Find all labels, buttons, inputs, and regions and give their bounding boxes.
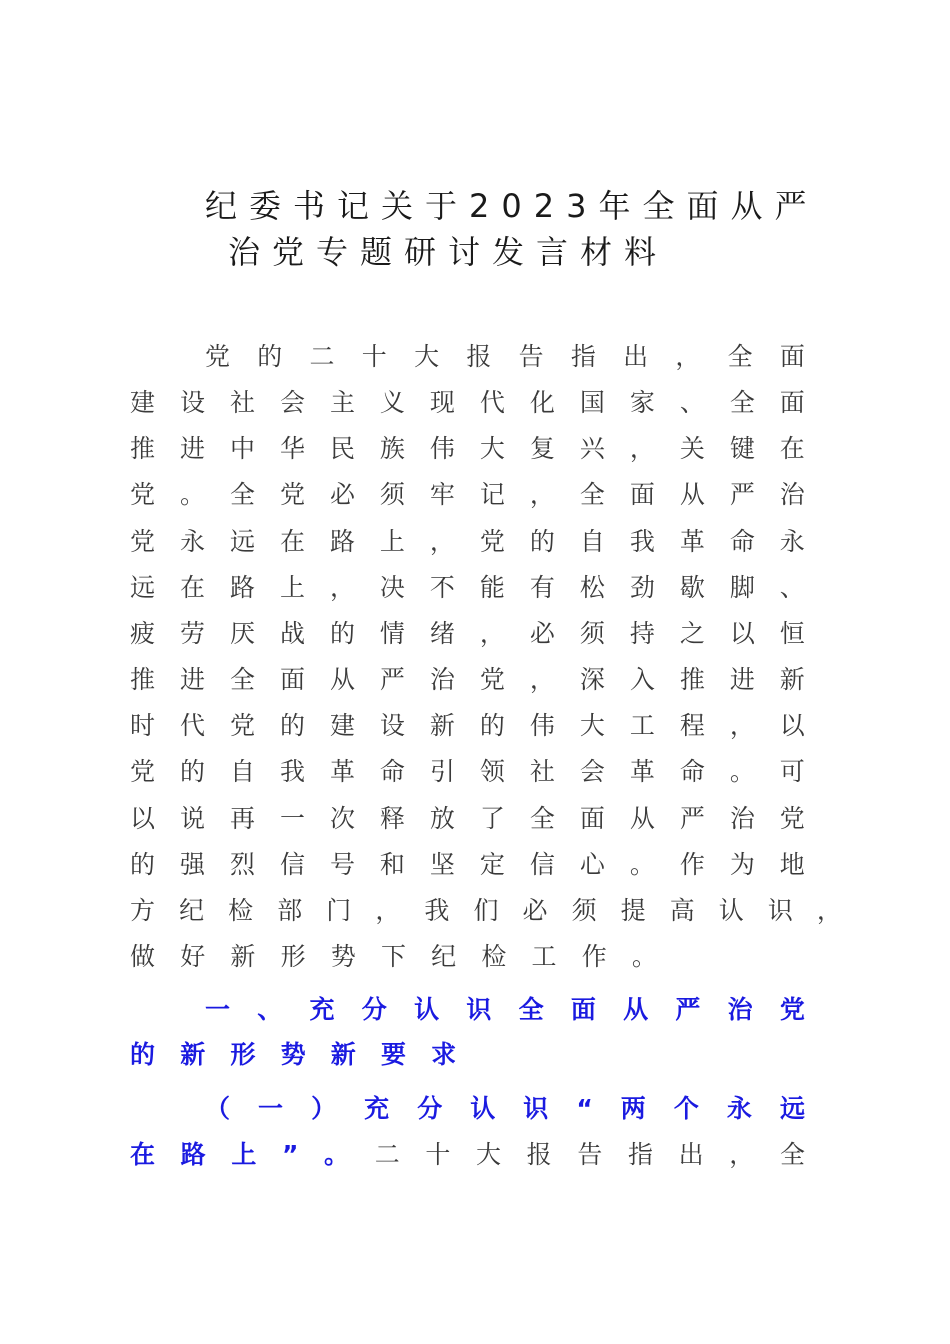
- text-char: 国: [579, 388, 605, 418]
- text-char: ，: [429, 526, 455, 556]
- text-char: 自: [579, 526, 605, 556]
- text-char: 面: [570, 995, 596, 1024]
- text-char: 检: [481, 941, 507, 971]
- text-char: 建: [329, 711, 355, 741]
- text-char: 报: [526, 1140, 552, 1169]
- text-char: 命: [679, 757, 705, 787]
- text-char: 认: [470, 1094, 496, 1123]
- body-line: [130, 660, 805, 700]
- text-char: 大: [579, 711, 605, 741]
- text-char: 全: [229, 480, 255, 510]
- text-char: 再: [229, 803, 255, 833]
- text-char: 恒: [779, 618, 805, 648]
- text-char: 社: [229, 388, 255, 418]
- text-char: ，: [529, 665, 555, 695]
- subsection-body-line: [130, 1135, 805, 1175]
- text-char: 在: [279, 526, 305, 556]
- text-char: 次: [329, 803, 355, 833]
- text-char: 中: [229, 434, 255, 464]
- body-line: [130, 706, 805, 746]
- text-char: 心: [579, 849, 605, 879]
- text-char: 新: [230, 941, 256, 971]
- text-char: 时: [130, 711, 156, 741]
- text-char: 治: [729, 803, 755, 833]
- text-char: 上: [231, 1140, 257, 1169]
- text-char: 劲: [629, 572, 655, 602]
- text-char: 在: [779, 434, 805, 464]
- text-char: 进: [179, 665, 205, 695]
- text-char: 须: [579, 618, 605, 648]
- text-char: 须: [379, 480, 405, 510]
- text-char: 分: [361, 995, 387, 1024]
- text-char: 深: [579, 665, 605, 695]
- text-char: 一: [279, 803, 305, 833]
- text-char: 有: [529, 572, 555, 602]
- text-char: （: [205, 1094, 231, 1123]
- text-char: 识: [523, 1094, 549, 1123]
- text-char: 脚: [729, 572, 755, 602]
- text-char: 从: [623, 995, 649, 1024]
- text-char: 。: [729, 757, 755, 787]
- text-char: 作: [679, 849, 705, 879]
- text-char: 提: [620, 895, 646, 925]
- text-char: 在: [130, 1140, 156, 1169]
- text-char: 党: [279, 480, 305, 510]
- text-char: 全: [229, 665, 255, 695]
- text-char: 工: [531, 941, 557, 971]
- text-char: 做: [130, 941, 156, 971]
- text-char: “: [576, 1094, 593, 1123]
- text-char: 入: [629, 665, 655, 695]
- text-char: 引: [429, 757, 455, 787]
- text-char: 释: [379, 803, 405, 833]
- text-char: 劳: [179, 618, 205, 648]
- text-char: 兴: [579, 434, 605, 464]
- text-char: 的: [257, 342, 283, 371]
- text-char: 信: [529, 849, 555, 879]
- text-char: 求: [431, 1040, 457, 1069]
- text-char: 二: [374, 1140, 400, 1169]
- text-char: 识: [767, 895, 793, 925]
- text-char: 之: [679, 618, 705, 648]
- text-char: 势: [280, 1040, 306, 1069]
- text-char: 伟: [529, 711, 555, 741]
- text-char: 从: [329, 665, 355, 695]
- text-char: 地: [779, 849, 805, 879]
- text-char: 。: [324, 1140, 350, 1169]
- text-char: 势: [330, 941, 356, 971]
- text-char: ，: [529, 480, 555, 510]
- text-char: 永: [726, 1094, 752, 1123]
- text-char: 党: [229, 711, 255, 741]
- text-char: 代: [479, 388, 505, 418]
- text-char: 指: [627, 1140, 653, 1169]
- text-char: 远: [229, 526, 255, 556]
- text-char: 要: [380, 1040, 406, 1069]
- body-line: [130, 383, 805, 423]
- subsection-heading-line-1: [205, 1089, 805, 1129]
- text-char: 新: [330, 1040, 356, 1069]
- body-line: [130, 522, 805, 562]
- text-char: 族: [379, 434, 405, 464]
- text-char: 分: [417, 1094, 443, 1123]
- text-char: 告: [518, 342, 544, 371]
- text-char: 我: [424, 895, 450, 925]
- text-char: 不: [429, 572, 455, 602]
- text-char: 上: [379, 526, 405, 556]
- text-char: ，: [629, 434, 655, 464]
- text-char: 在: [179, 572, 205, 602]
- text-char: 纪: [179, 895, 205, 925]
- text-char: 党: [479, 526, 505, 556]
- text-char: 报: [466, 342, 492, 371]
- text-char: 全: [729, 388, 755, 418]
- text-char: 治: [779, 480, 805, 510]
- text-char: 会: [579, 757, 605, 787]
- text-char: 的: [279, 711, 305, 741]
- text-char: 的: [329, 618, 355, 648]
- text-char: 个: [673, 1094, 699, 1123]
- text-char: 识: [466, 995, 492, 1024]
- text-char: 检: [228, 895, 254, 925]
- text-char: 义: [379, 388, 405, 418]
- text-char: ，: [816, 895, 842, 925]
- text-char: 永: [779, 526, 805, 556]
- text-char: 。: [631, 941, 657, 971]
- text-char: 键: [729, 434, 755, 464]
- text-char: 作: [581, 941, 607, 971]
- text-char: 认: [414, 995, 440, 1024]
- text-char: 高: [669, 895, 695, 925]
- text-char: 下: [380, 941, 406, 971]
- text-char: ，: [675, 342, 701, 371]
- text-char: ，: [729, 1140, 755, 1169]
- text-char: 工: [629, 711, 655, 741]
- text-char: 的: [130, 849, 156, 879]
- text-char: 党: [779, 995, 805, 1024]
- text-char: 了: [479, 803, 505, 833]
- text-char: 的: [179, 757, 205, 787]
- text-char: 新: [779, 665, 805, 695]
- body-line: [130, 891, 842, 931]
- text-char: 牢: [429, 480, 455, 510]
- text-char: 面: [779, 388, 805, 418]
- text-char: 面: [779, 342, 805, 371]
- text-char: 、: [679, 388, 705, 418]
- section-heading-line-1: [205, 990, 805, 1030]
- text-char: 以: [729, 618, 755, 648]
- body-line: [130, 799, 805, 839]
- text-char: 疲: [130, 618, 156, 648]
- text-char: 、: [257, 995, 283, 1024]
- text-char: 、: [779, 572, 805, 602]
- text-char: 革: [329, 757, 355, 787]
- text-char: 指: [570, 342, 596, 371]
- text-char: 必: [529, 618, 555, 648]
- text-char: 华: [279, 434, 305, 464]
- text-char: 现: [429, 388, 455, 418]
- text-char: 定: [479, 849, 505, 879]
- text-char: 门: [326, 895, 352, 925]
- text-char: 建: [130, 388, 156, 418]
- text-char: 推: [679, 665, 705, 695]
- text-char: 远: [130, 572, 156, 602]
- text-char: 全: [529, 803, 555, 833]
- text-char: 严: [729, 480, 755, 510]
- text-char: 厌: [229, 618, 255, 648]
- text-char: 放: [429, 803, 455, 833]
- text-char: 程: [679, 711, 705, 741]
- text-char: 从: [679, 480, 705, 510]
- text-char: 家: [629, 388, 655, 418]
- text-char: 进: [179, 434, 205, 464]
- text-char: 党: [479, 665, 505, 695]
- body-line: [205, 337, 805, 377]
- text-char: 出: [678, 1140, 704, 1169]
- text-char: 命: [729, 526, 755, 556]
- text-char: ，: [329, 572, 355, 602]
- text-char: 战: [279, 618, 305, 648]
- text-char: 代: [179, 711, 205, 741]
- text-char: 以: [779, 711, 805, 741]
- text-char: 主: [329, 388, 355, 418]
- text-char: 党: [130, 480, 156, 510]
- text-char: 二: [309, 342, 335, 371]
- text-char: 歇: [679, 572, 705, 602]
- text-char: 说: [179, 803, 205, 833]
- text-char: 十: [425, 1140, 451, 1169]
- text-char: 化: [529, 388, 555, 418]
- text-char: 新: [180, 1040, 206, 1069]
- text-char: 的: [529, 526, 555, 556]
- text-char: 自: [229, 757, 255, 787]
- text-char: 我: [629, 526, 655, 556]
- section-heading-line-2: [130, 1035, 805, 1075]
- body-line: [130, 752, 805, 792]
- body-line: [130, 845, 805, 885]
- text-char: 社: [529, 757, 555, 787]
- text-char: 严: [679, 803, 705, 833]
- text-char: 全: [727, 342, 753, 371]
- text-char: 路: [329, 526, 355, 556]
- text-char: 设: [379, 711, 405, 741]
- text-char: 革: [679, 526, 705, 556]
- text-char: 认: [718, 895, 744, 925]
- text-char: 从: [629, 803, 655, 833]
- text-char: 充: [309, 995, 335, 1024]
- text-char: 们: [473, 895, 499, 925]
- text-char: ，: [479, 618, 505, 648]
- text-char: 绪: [429, 618, 455, 648]
- text-char: 一: [205, 995, 231, 1024]
- text-char: 革: [629, 757, 655, 787]
- text-char: 为: [729, 849, 755, 879]
- text-char: 纪: [431, 941, 457, 971]
- text-char: 出: [623, 342, 649, 371]
- text-char: 两: [620, 1094, 646, 1123]
- text-char: 决: [379, 572, 405, 602]
- text-char: 号: [329, 849, 355, 879]
- text-char: 告: [577, 1140, 603, 1169]
- text-char: 持: [629, 618, 655, 648]
- text-char: 我: [279, 757, 305, 787]
- document-title-line-1: 纪委书记关于2023年全面从严: [205, 187, 819, 225]
- text-char: 党: [205, 342, 231, 371]
- text-char: 领: [479, 757, 505, 787]
- text-char: 设: [179, 388, 205, 418]
- text-char: 一: [258, 1094, 284, 1123]
- text-char: 路: [180, 1140, 206, 1169]
- text-char: 。: [179, 480, 205, 510]
- text-char: 记: [479, 480, 505, 510]
- text-char: 路: [229, 572, 255, 602]
- text-char: 关: [679, 434, 705, 464]
- text-char: 面: [629, 480, 655, 510]
- body-line: [130, 614, 805, 654]
- text-char: 坚: [429, 849, 455, 879]
- text-char: 形: [280, 941, 306, 971]
- text-char: 松: [579, 572, 605, 602]
- text-char: 强: [179, 849, 205, 879]
- text-char: 以: [130, 803, 156, 833]
- text-char: 进: [729, 665, 755, 695]
- text-char: 情: [379, 618, 405, 648]
- body-line: [130, 429, 805, 469]
- text-char: 严: [675, 995, 701, 1024]
- text-char: 新: [429, 711, 455, 741]
- text-char: 好: [180, 941, 206, 971]
- text-char: 伟: [429, 434, 455, 464]
- text-char: 推: [130, 665, 156, 695]
- text-char: 须: [571, 895, 597, 925]
- text-char: 的: [130, 1040, 156, 1069]
- text-char: 命: [379, 757, 405, 787]
- text-char: 十: [361, 342, 387, 371]
- text-char: 。: [629, 849, 655, 879]
- body-line: [130, 475, 805, 515]
- body-line: [130, 937, 805, 977]
- text-char: 会: [279, 388, 305, 418]
- text-char: 上: [279, 572, 305, 602]
- text-char: 党: [130, 757, 156, 787]
- text-char: 大: [414, 342, 440, 371]
- text-char: 推: [130, 434, 156, 464]
- text-char: 必: [522, 895, 548, 925]
- text-char: 的: [479, 711, 505, 741]
- text-char: 全: [579, 480, 605, 510]
- text-char: 永: [179, 526, 205, 556]
- text-char: 烈: [229, 849, 255, 879]
- body-line: [130, 568, 805, 608]
- text-char: 面: [279, 665, 305, 695]
- text-char: 和: [379, 849, 405, 879]
- text-char: 大: [476, 1140, 502, 1169]
- text-char: 治: [727, 995, 753, 1024]
- text-char: 面: [579, 803, 605, 833]
- text-char: 充: [364, 1094, 390, 1123]
- text-char: 必: [329, 480, 355, 510]
- text-char: 可: [779, 757, 805, 787]
- text-char: 复: [529, 434, 555, 464]
- text-char: ，: [729, 711, 755, 741]
- text-char: 民: [329, 434, 355, 464]
- text-char: 全: [518, 995, 544, 1024]
- text-char: ）: [311, 1094, 337, 1123]
- text-char: 党: [779, 803, 805, 833]
- text-char: 信: [279, 849, 305, 879]
- text-char: 部: [277, 895, 303, 925]
- text-char: 形: [230, 1040, 256, 1069]
- text-char: 治: [429, 665, 455, 695]
- text-char: 能: [479, 572, 505, 602]
- text-char: 全: [779, 1140, 805, 1169]
- text-char: 严: [379, 665, 405, 695]
- text-char: ”: [281, 1140, 299, 1169]
- text-char: ，: [375, 895, 401, 925]
- text-char: 方: [130, 895, 156, 925]
- text-char: 大: [479, 434, 505, 464]
- document-title-line-2: 治党专题研讨发言材料: [228, 233, 669, 271]
- text-char: 远: [779, 1094, 805, 1123]
- text-char: 党: [130, 526, 156, 556]
